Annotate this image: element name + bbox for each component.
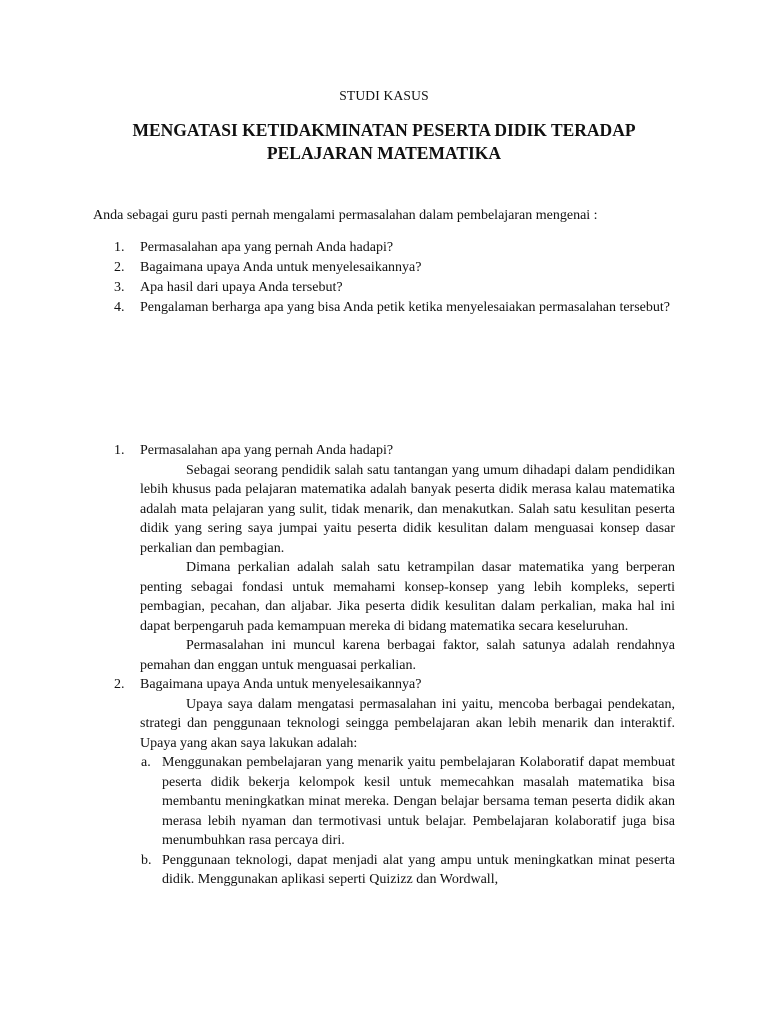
document-title — [90, 119, 678, 165]
strategy-text: Menggunakan pembelajaran yang menarik yaitu pembelajaran Kolaboratif dapat membuat peserta didik bekerja kelompok kesil untuk memecahkan masalah matematika bisa membantu meningkatkan minat mereka. Dengan belajar bersama teman peserta didik akan merasa lebih nyaman dan termotivasi untuk belajar. Pembelajaran kolaboratif juga bisa menumbuhkan rasa percaya diri. — [162, 755, 675, 848]
question-text: Pengalaman berharga apa yang bisa Anda petik ketika menyelesaiakan permasalahan tersebut? — [140, 300, 670, 315]
answer-heading-text: Bagaimana upaya Anda untuk menyelesaikannya? — [140, 677, 422, 692]
answer-paragraph: Upaya saya dalam mengatasi permasalahan ini yaitu, mencoba berbagai pendekatan, strategi dan penggunaan teknologi seingga pembelajaran akan lebih menarik dan interaktif. Upaya yang akan saya lakukan adalah: — [140, 696, 675, 751]
question-text: Apa hasil dari upaya Anda tersebut? — [140, 280, 343, 295]
answer-heading-text: Permasalahan apa yang pernah Anda hadapi? — [140, 443, 394, 458]
question-item — [93, 238, 693, 258]
strategy-item — [93, 753, 675, 851]
strategy-letter: b. — [141, 852, 152, 868]
question-text: Bagaimana upaya Anda untuk menyelesaikannya? — [140, 260, 422, 275]
strategy-text: Penggunaan teknologi, dapat menjadi alat yang ampu untuk meningkatkan minat peserta didik. Menggunakan aplikasi seperti Quizizz dan Wordwall, — [162, 852, 675, 887]
question-item — [93, 258, 693, 278]
answer-number: 1. — [114, 443, 125, 458]
title-line-1: MENGATASI KETIDAKMINATAN PESERTA DIDIK TERADAP — [132, 120, 636, 140]
question-number: 1. — [114, 240, 125, 255]
question-text: Permasalahan apa yang pernah Anda hadapi? — [140, 240, 394, 255]
intro-text: Anda sebagai guru pasti pernah mengalami permasalahan dalam pembelajaran mengenai : — [93, 208, 598, 223]
strategy-item — [93, 851, 675, 890]
document-label: STUDI KASUS — [339, 88, 429, 103]
question-number: 3. — [114, 280, 125, 295]
question-number: 2. — [114, 260, 125, 275]
answer-paragraph: Sebagai seorang pendidik salah satu tantangan yang umum dihadapi dalam pendidikan lebih khusus pada pelajaran matematika adalah banyak peserta didik merasa kalau matematika adalah mata pelajaran yang sulit, tidak menarik, dan menakutkan. Salah satu kesulitan peserta didik yang sering saya jumpai yaitu peserta didik kesulitan dalam menguasai konsep dasar perkalian dan pembagian. — [140, 462, 675, 556]
answers-section — [93, 441, 675, 890]
answer-heading-2 — [93, 675, 675, 695]
question-item — [93, 298, 693, 318]
answer-heading-1 — [93, 441, 675, 461]
answer-paragraph: Permasalahan ini muncul karena berbagai faktor, salah satunya adalah rendahnya pemahan dan enggan untuk menguasai perkalian. — [140, 638, 675, 673]
answer-number: 2. — [114, 677, 125, 692]
strategy-letter: a. — [141, 755, 151, 770]
title-line-2: PELAJARAN MATEMATIKA — [266, 143, 502, 163]
strategy-list — [93, 753, 675, 890]
answer-paragraph: Dimana perkalian adalah salah satu ketrampilan dasar matematika yang berperan penting sebagai fondasi untuk memahami konsep-konsep yang lebih kompleks, seperti pembagian, pecahan, dan aljabar. Jika peserta didik kesulitan dalam perkalian, maka hal ini dapat berpengaruh pada kemampuan mereka di bidang matematika secara keseluruhan. — [140, 560, 675, 634]
question-list — [93, 238, 693, 318]
question-number: 4. — [114, 300, 125, 315]
question-item — [93, 278, 693, 298]
